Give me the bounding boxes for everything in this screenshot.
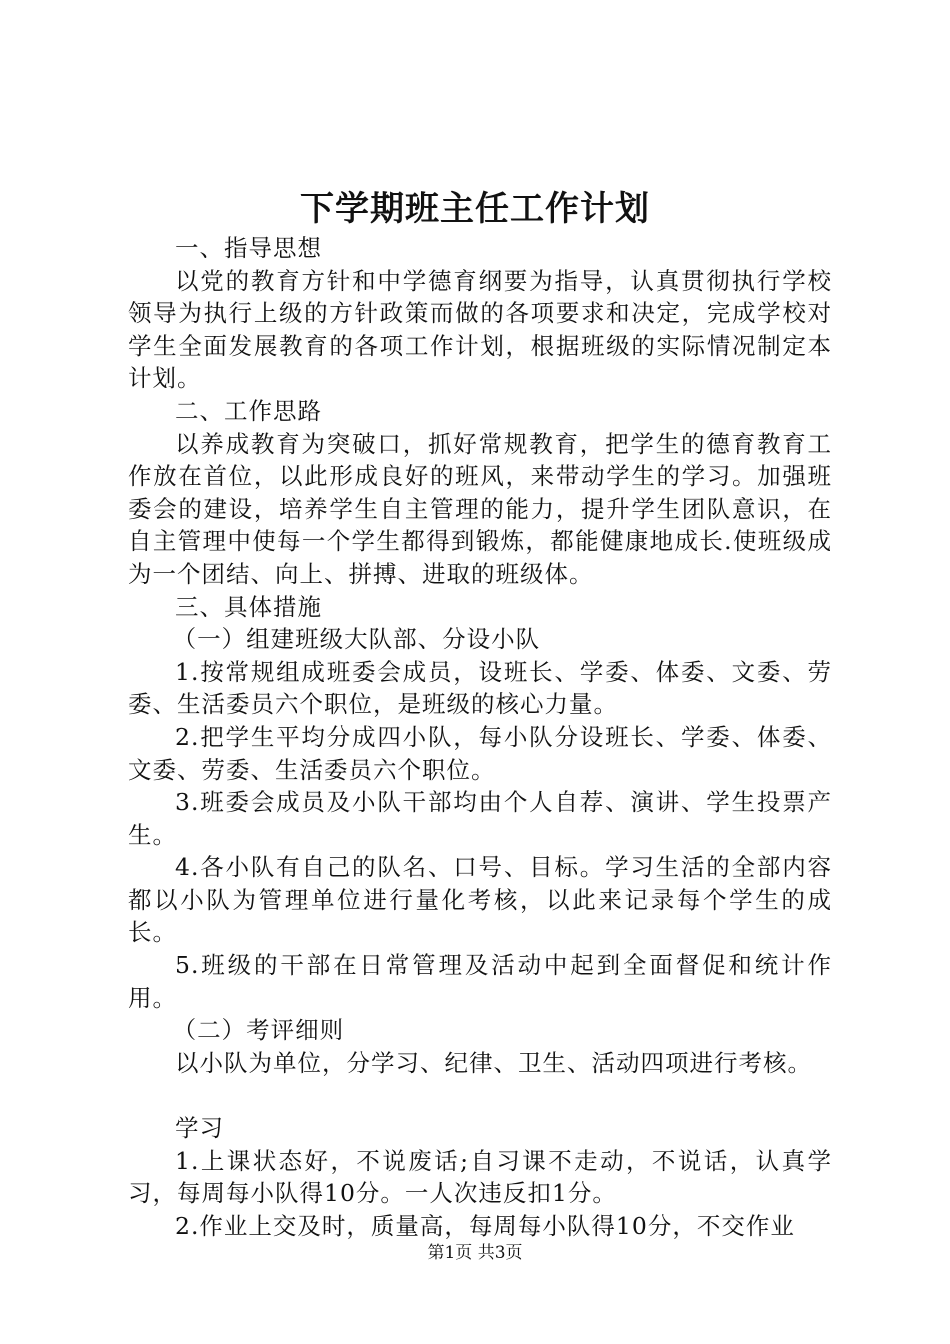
- paragraph-evaluation: 以小队为单位，分学习、纪律、卫生、活动四项进行考核。: [175, 1048, 812, 1077]
- document-body: [128, 232, 832, 1242]
- list-item: 1.上课状态好，不说废话;自习课不走动，不说话，认真学习，每周每小队得10分。一人次违反扣1分。: [128, 1146, 832, 1208]
- list-item: 3.班委会成员及小队干部均由个人自荐、演讲、学生投票产生。: [128, 788, 832, 849]
- list-item: 1.按常规组成班委会成员，设班长、学委、体委、文委、劳委、生活委员六个职位，是班级的核心力量。: [128, 657, 832, 719]
- list-item: 2.把学生平均分成四小队，每小队分设班长、学委、体委、文委、劳委、生活委员六个职位。: [128, 722, 832, 784]
- paragraph-guiding-thought: 以党的教育方针和中学德育纲要为指导，认真贯彻执行学校领导为执行上级的方针政策而做的各项要求和决定，完成学校对学生全面发展教育的各项工作计划，根据班级的实际情况制定本计划。: [128, 266, 832, 393]
- page-footer: 第1页 共3页: [427, 1243, 523, 1263]
- blank-line: [128, 1079, 832, 1112]
- document-title: 下学期班主任工作计划: [300, 189, 650, 229]
- subsection-heading-study: 学习: [175, 1114, 224, 1143]
- section-heading-work-ideas: 二、工作思路: [175, 396, 322, 425]
- section-heading-guiding-thought: 一、指导思想: [175, 234, 322, 262]
- paragraph-work-ideas: 以养成教育为突破口，抓好常规教育，把学生的德育教育工作放在首位，以此形成良好的班风，来带动学生的学习。加强班委会的建设，培养学生自主管理的能力，提升学生团队意识，在自主管理中使每一个学生都得到锻炼，都能健康地成长.使班级成为一个团结、向上、拼搏、进取的班级体。: [128, 429, 832, 588]
- subsection-heading-evaluation: （二）考评细则: [172, 1016, 345, 1045]
- section-heading-measures: 三、具体措施: [175, 592, 322, 621]
- list-item: 4.各小队有自己的队名、口号、目标。学习生活的全部内容都以小队为管理单位进行量化考核，以此来记录每个学生的成长。: [128, 853, 832, 947]
- subsection-heading-team-setup: （一）组建班级大队部、分设小队: [172, 625, 541, 654]
- list-item: 5.班级的干部在日常管理及活动中起到全面督促和统计作用。: [128, 951, 832, 1012]
- list-item: 2.作业上交及时，质量高，每周每小队得10分，不交作业: [175, 1211, 795, 1240]
